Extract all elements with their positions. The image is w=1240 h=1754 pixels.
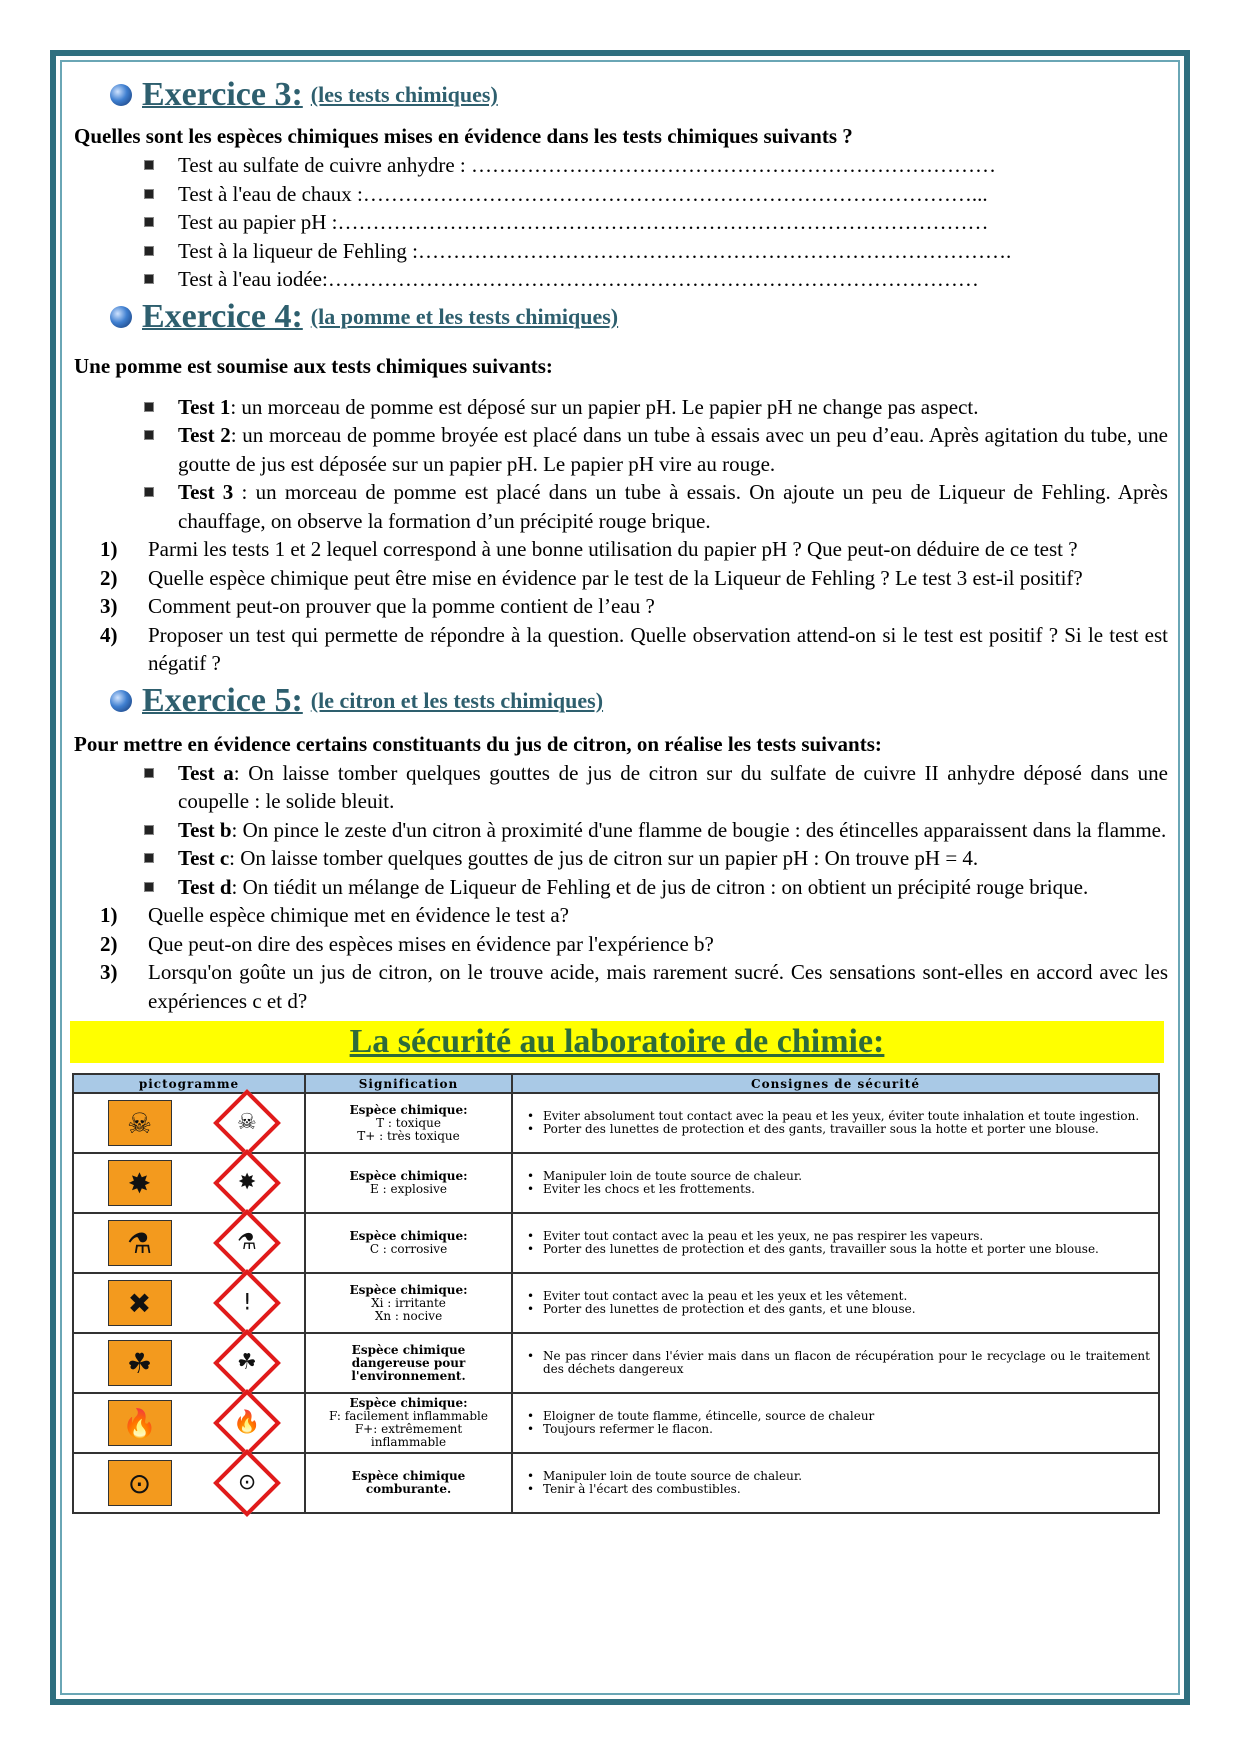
signification-line: Espèce chimique: xyxy=(349,1282,468,1297)
ghs-symbol: ✸ xyxy=(237,1170,256,1195)
list-item: • Manipuler loin de toute source de chaleur. xyxy=(543,1170,1150,1183)
test-label: Test 3 xyxy=(178,480,234,504)
list-item xyxy=(100,930,1168,959)
exercise-3-list xyxy=(74,151,1168,294)
exercise-4-subtitle: (la pomme et les tests chimiques) xyxy=(310,303,619,329)
list-item: • Manipuler loin de toute source de chaleur. xyxy=(543,1470,1150,1483)
blue-sphere-icon xyxy=(110,306,132,328)
list-item: • Eviter absolument tout contact avec la peau et les yeux, éviter toute inhalation et toute ingestion. xyxy=(543,1110,1150,1123)
signification-line: Espèce chimique: xyxy=(349,1229,468,1243)
signification-line: Espèce chimique xyxy=(351,1342,466,1357)
table-row xyxy=(73,1213,1159,1273)
question-number: 1) xyxy=(100,537,118,561)
blue-sphere-icon xyxy=(110,690,132,712)
list-item xyxy=(100,621,1168,678)
test-text: : un morceau de pomme broyée est placé dans un tube à essais avec un peu d’eau. Après agitation du tube, une goutte de jus est déposée sur un papier pH. Le papier pH vire au rouge. xyxy=(178,423,1168,476)
list-item xyxy=(178,873,1168,902)
exercise-3-title: Exercice 3: xyxy=(142,76,303,113)
signification-line: Espèce chimique: xyxy=(349,1396,468,1410)
ghs-explosion-icon xyxy=(213,1149,281,1217)
pictogram-cell xyxy=(73,1273,305,1333)
test-label: Test a xyxy=(178,760,234,785)
signification-cell xyxy=(305,1093,512,1153)
list-item xyxy=(100,958,1168,1015)
ghs-symbol: ☠ xyxy=(236,1109,257,1135)
question-number: 4) xyxy=(100,622,118,647)
table-row xyxy=(73,1153,1159,1213)
list-item: • Eviter les chocs et les frottements. xyxy=(543,1183,1150,1196)
test-label: Test d xyxy=(178,874,232,899)
table-row xyxy=(73,1093,1159,1153)
ghs-symbol: ⊙ xyxy=(237,1470,256,1495)
signification-line: Xn : nocive xyxy=(374,1308,443,1323)
pictogram-cell xyxy=(73,1453,305,1513)
exercise-5-questions xyxy=(74,901,1168,1015)
test-text: : un morceau de pomme est placé dans un tube à essais. On ajoute un peu de Liqueur de Fehling. Après chauffage, on observe la formation d’un précipité rouge brique. xyxy=(178,480,1168,533)
test-label: Test 1 xyxy=(178,394,231,419)
signification-cell xyxy=(305,1273,512,1333)
exercise-5-intro: Pour mettre en évidence certains constituants du jus de citron, on réalise les tests suivants: xyxy=(74,731,882,756)
question-text: Que peut-on dire des espèces mises en évidence par l'expérience b? xyxy=(148,931,714,956)
ghs-symbol: 🔥 xyxy=(232,1410,261,1435)
list-item: Test au sulfate de cuivre anhydre : ………………………………………………………………… xyxy=(178,151,1168,180)
signification-cell xyxy=(305,1153,512,1213)
consignes-cell xyxy=(512,1273,1159,1333)
ghs-irritant-icon xyxy=(213,1269,281,1337)
question-text: Proposer un test qui permette de répondre à la question. Quelle observation attend-on si le test est positif ? Si le test est négatif ? xyxy=(148,622,1168,675)
page-content xyxy=(74,72,1168,1514)
list-item xyxy=(100,592,1168,621)
test-label: Test b xyxy=(178,817,232,842)
exercise-3-question: Quelles sont les espèces chimiques mises en évidence dans les tests chimiques suivants ? xyxy=(74,124,853,148)
header-pictogramme: pictogramme xyxy=(73,1074,305,1093)
signification-line: Espèce chimique: xyxy=(349,1169,468,1183)
consignes-cell xyxy=(512,1093,1159,1153)
pictogram-cell xyxy=(73,1153,305,1213)
safety-table xyxy=(72,1073,1160,1514)
consignes-cell xyxy=(512,1213,1159,1273)
signification-cell xyxy=(305,1453,512,1513)
question-number: 2) xyxy=(100,565,118,590)
ghs-symbol: ⚗ xyxy=(236,1229,257,1255)
consignes-cell xyxy=(512,1333,1159,1393)
oxidizer-icon: ⊙ xyxy=(108,1460,172,1506)
list-item: • Tenir à l'écart des combustibles. xyxy=(543,1483,1150,1496)
list-item: • Eloigner de toute flamme, étincelle, source de chaleur xyxy=(543,1410,1150,1423)
signification-line: T+ : très toxique xyxy=(357,1128,460,1143)
signification-line: l'environnement. xyxy=(351,1368,466,1383)
signification-line: comburante. xyxy=(365,1482,452,1496)
exercise-4-heading xyxy=(110,294,1168,340)
signification-line: F: facilement inflammable xyxy=(329,1409,488,1423)
exercise-5-title: Exercice 5: xyxy=(142,681,303,719)
signification-line: inflammable xyxy=(370,1435,447,1449)
signification-line: T : toxique xyxy=(376,1115,441,1130)
pictogram-cell xyxy=(73,1213,305,1273)
blue-sphere-icon xyxy=(110,84,132,106)
signification-line: C : corrosive xyxy=(369,1242,448,1256)
header-consignes: Consignes de sécurité xyxy=(512,1074,1159,1093)
question-number: 3) xyxy=(100,594,118,618)
ghs-symbol: ! xyxy=(242,1289,251,1315)
list-item xyxy=(178,759,1168,816)
ghs-skull-icon xyxy=(213,1089,281,1157)
list-item xyxy=(100,901,1168,930)
question-text: Comment peut-on prouver que la pomme contient de l’eau ? xyxy=(148,594,655,618)
safety-title: La sécurité au laboratoire de chimie: xyxy=(70,1021,1164,1063)
list-item: • Porter des lunettes de protection et des gants, travailler sous la hotte et porter une blouse. xyxy=(543,1123,1150,1136)
test-text: : un morceau de pomme est déposé sur un papier pH. Le papier pH ne change pas aspect. xyxy=(230,394,979,419)
table-header-row xyxy=(73,1074,1159,1093)
ghs-symbol: ☘ xyxy=(236,1349,257,1375)
header-signification: Signification xyxy=(305,1074,512,1093)
exercise-4-intro: Une pomme est soumise aux tests chimiques suivants: xyxy=(74,353,553,378)
question-number: 1) xyxy=(100,903,118,927)
signification-line: Xi : irritante xyxy=(371,1295,446,1310)
ghs-environment-icon xyxy=(213,1329,281,1397)
signification-line: F+: extrêmement xyxy=(354,1422,463,1436)
list-item: • Eviter tout contact avec la peau et les yeux, ne pas respirer les vapeurs. xyxy=(543,1230,1150,1243)
list-item xyxy=(178,816,1168,845)
ghs-oxidizer-icon xyxy=(213,1449,281,1517)
question-text: Parmi les tests 1 et 2 lequel correspond à une bonne utilisation du papier pH ? Que peut-on déduire de ce test ? xyxy=(148,537,1078,561)
consignes-cell xyxy=(512,1153,1159,1213)
test-label: Test 2 xyxy=(178,423,231,447)
table-row xyxy=(73,1393,1159,1453)
environment-icon: ☘ xyxy=(108,1340,172,1386)
list-item: Test à la liqueur de Fehling :…………………………………………………………………………. xyxy=(178,237,1168,266)
list-item xyxy=(178,421,1168,478)
ghs-corrosive-icon xyxy=(213,1209,281,1277)
consignes-cell xyxy=(512,1393,1159,1453)
explosion-icon: ✸ xyxy=(108,1160,172,1206)
exercise-3-subtitle: (les tests chimiques) xyxy=(310,82,498,107)
flame-icon: 🔥 xyxy=(108,1400,172,1446)
skull-icon: ☠ xyxy=(108,1100,172,1146)
list-item: • Ne pas rincer dans l'évier mais dans un flacon de récupération pour le recyclage ou le traitement des déchets dangereux xyxy=(543,1350,1150,1376)
table-row xyxy=(73,1333,1159,1393)
list-item xyxy=(100,564,1168,593)
question-text: Lorsqu'on goûte un jus de citron, on le trouve acide, mais rarement sucré. Ces sensations sont-elles en accord avec les expériences c et d? xyxy=(148,960,1168,1013)
list-item: Test à l'eau iodée:………………………………………………………………………………… xyxy=(178,265,1168,294)
exercise-4-tests xyxy=(74,393,1168,536)
list-item: • Porter des lunettes de protection et des gants, travailler sous la hotte et porter une blouse. xyxy=(543,1243,1150,1256)
pictogram-cell xyxy=(73,1393,305,1453)
signification-line: E : explosive xyxy=(370,1182,447,1196)
signification-line: Espèce chimique: xyxy=(349,1102,468,1117)
signification-cell xyxy=(305,1393,512,1453)
corrosive-icon: ⚗ xyxy=(108,1220,172,1266)
exercise-5-tests xyxy=(74,759,1168,902)
exercise-4-questions xyxy=(74,535,1168,678)
irritant-icon: ✖ xyxy=(108,1280,172,1326)
signification-cell xyxy=(305,1333,512,1393)
test-text: : On tiédit un mélange de Liqueur de Fehling et de jus de citron : on obtient un précipité rouge brique. xyxy=(231,874,1089,899)
table-row xyxy=(73,1453,1159,1513)
exercise-4-title: Exercice 4: xyxy=(142,297,303,335)
list-item: • Eviter tout contact avec la peau et les yeux et les vêtement. xyxy=(543,1290,1150,1303)
list-item: Test au papier pH :………………………………………………………………………………… xyxy=(178,208,1168,237)
question-text: Quelle espèce chimique met en évidence le test a? xyxy=(148,903,569,927)
test-text: : On laisse tomber quelques gouttes de jus de citron sur du sulfate de cuivre II anhydre déposé dans une coupelle : le solide bleuit. xyxy=(178,760,1168,813)
list-item xyxy=(178,393,1168,422)
question-text: Quelle espèce chimique peut être mise en évidence par le test de la Liqueur de Fehling ? Le test 3 est-il positif? xyxy=(148,565,1083,590)
exercise-5-subtitle: (le citron et les tests chimiques) xyxy=(310,687,604,713)
test-text: : On laisse tomber quelques gouttes de jus de citron sur un papier pH : On trouve pH = 4. xyxy=(229,846,979,870)
consignes-cell xyxy=(512,1453,1159,1513)
list-item: • Porter des lunettes de protection et des gants, et une blouse. xyxy=(543,1303,1150,1316)
list-item: • Toujours refermer le flacon. xyxy=(543,1423,1150,1436)
pictogram-cell xyxy=(73,1333,305,1393)
pictogram-cell xyxy=(73,1093,305,1153)
signification-line: dangereuse pour xyxy=(351,1355,466,1370)
list-item: Test à l'eau de chaux :……………………………………………………………………………... xyxy=(178,180,1168,209)
exercise-5-heading xyxy=(110,678,1168,724)
signification-cell xyxy=(305,1213,512,1273)
list-item xyxy=(100,535,1168,564)
test-text: : On pince le zeste d'un citron à proximité d'une flamme de bougie : des étincelles apparaissent dans la flamme. xyxy=(231,817,1167,842)
table-row xyxy=(73,1273,1159,1333)
signification-line: Espèce chimique xyxy=(351,1469,466,1483)
exercise-3-heading xyxy=(110,72,1168,118)
ghs-flame-icon xyxy=(213,1389,281,1457)
question-number: 2) xyxy=(100,931,118,956)
list-item xyxy=(178,478,1168,535)
test-label: Test c xyxy=(178,846,230,870)
question-number: 3) xyxy=(100,960,118,984)
list-item xyxy=(178,844,1168,873)
